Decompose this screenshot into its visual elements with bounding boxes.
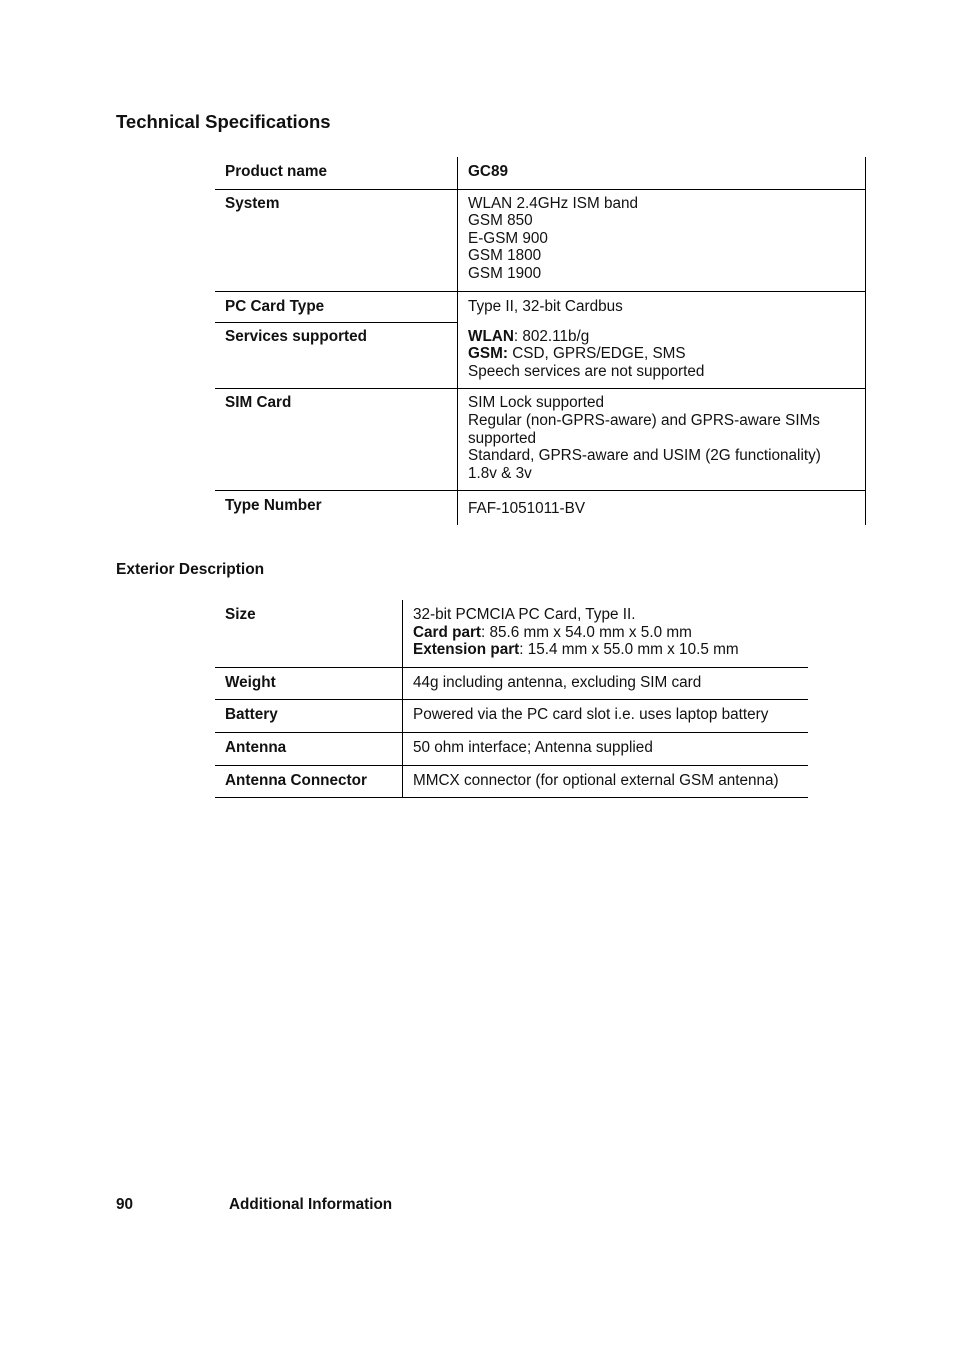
size-line: 32-bit PCMCIA PC Card, Type II.	[413, 606, 636, 623]
size-values	[403, 600, 809, 667]
services-supported-label: Services supported	[215, 323, 458, 389]
sim-card-value: 1.8v & 3v	[468, 464, 532, 482]
antenna-connector-label: Antenna Connector	[215, 765, 403, 798]
table-row	[215, 700, 808, 733]
extension-part	[413, 641, 798, 659]
antenna-connector-value: MMCX connector (for optional external GSM antenna)	[403, 765, 809, 798]
weight-label: Weight	[215, 667, 403, 700]
wlan-value: : 802.11b/g	[513, 327, 590, 345]
pc-card-type-label: PC Card Type	[215, 291, 458, 323]
antenna-label: Antenna	[215, 732, 403, 765]
speech-note: Speech services are not supported	[468, 362, 705, 380]
antenna-value: 50 ohm interface; Antenna supplied	[403, 732, 809, 765]
table-row	[215, 491, 866, 525]
pc-card-type-value: Type II, 32-bit Cardbus	[458, 291, 866, 323]
footer-section-title: Additional Information	[229, 1196, 393, 1213]
type-number-value: FAF-1051011-BV	[458, 491, 866, 525]
table-row	[215, 732, 808, 765]
sim-card-label: SIM Card	[215, 389, 458, 491]
services-supported-values	[458, 323, 866, 389]
table-row	[215, 600, 808, 667]
system-value: GSM 1800	[468, 247, 542, 265]
product-name-value: GC89	[458, 157, 866, 189]
sim-card-value: SIM Lock supported	[468, 394, 605, 412]
gsm-label: GSM:	[468, 345, 508, 363]
battery-label: Battery	[215, 700, 403, 733]
sim-card-value: Regular (non-GPRS-aware) and GPRS-aware SIMs supported	[468, 412, 820, 447]
exterior-description-heading: Exterior Description	[116, 561, 265, 578]
table-row	[215, 389, 866, 491]
system-label: System	[215, 189, 458, 291]
page-title: Technical Specifications	[116, 111, 331, 132]
type-number-label: Type Number	[215, 491, 458, 525]
table-row	[215, 189, 866, 291]
sim-card-value: Standard, GPRS-aware and USIM (2G functionality)	[468, 447, 821, 465]
size-label: Size	[215, 600, 403, 667]
sim-card-values	[458, 389, 866, 491]
system-value: GSM 1900	[468, 264, 542, 282]
card-part	[413, 624, 798, 642]
table-row	[215, 157, 866, 189]
technical-specifications-table	[215, 157, 866, 525]
exterior-description-table	[215, 600, 808, 798]
gsm-value: CSD, GPRS/EDGE, SMS	[507, 345, 686, 363]
system-values	[458, 189, 866, 291]
page-number: 90	[116, 1196, 134, 1213]
table-row	[215, 291, 866, 323]
battery-value: Powered via the PC card slot i.e. uses laptop battery	[403, 700, 809, 733]
table-row	[215, 765, 808, 798]
system-value: E-GSM 900	[468, 229, 548, 247]
card-part-label: Card part	[413, 623, 481, 641]
services-gsm	[468, 345, 855, 363]
extension-part-label: Extension part	[413, 641, 520, 659]
system-value: GSM 850	[468, 212, 533, 230]
card-part-value: : 85.6 mm x 54.0 mm x 5.0 mm	[481, 623, 692, 641]
weight-value: 44g including antenna, excluding SIM card	[403, 667, 809, 700]
product-name-label: Product name	[215, 157, 458, 189]
system-value: WLAN 2.4GHz ISM band	[468, 194, 639, 212]
wlan-label: WLAN	[468, 327, 514, 345]
services-wlan	[468, 328, 855, 346]
table-row	[215, 323, 866, 389]
table-row	[215, 667, 808, 700]
extension-part-value: : 15.4 mm x 55.0 mm x 10.5 mm	[519, 641, 739, 659]
